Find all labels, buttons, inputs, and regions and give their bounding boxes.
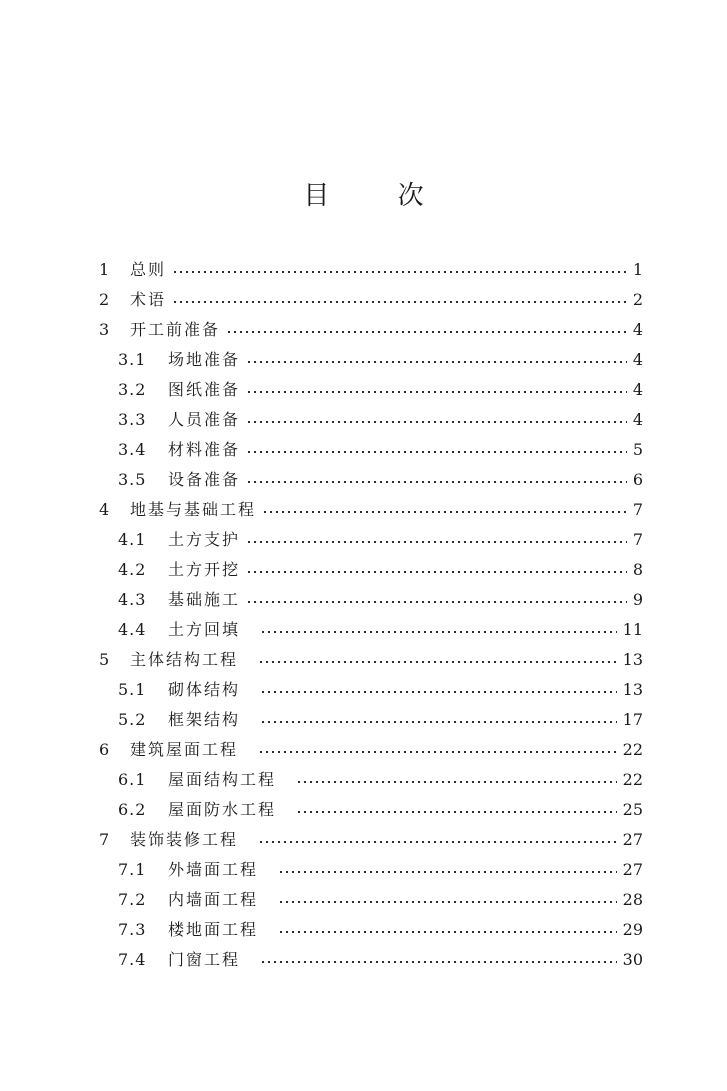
toc-entry[interactable] [118, 795, 643, 825]
toc-entry-label: 人员准备 [168, 410, 241, 429]
toc-entry[interactable] [118, 915, 643, 945]
toc-entry-label: 总则 [130, 260, 167, 279]
dot-leader [260, 691, 617, 693]
toc-entry-number: 4.4 [118, 620, 147, 639]
toc-entry-label: 建筑屋面工程 [130, 740, 239, 759]
dot-leader [246, 421, 627, 423]
toc-entry-page: 8 [632, 560, 643, 579]
toc-entry-label: 设备准备 [168, 470, 241, 489]
toc-entry-label: 土方回填 [168, 620, 241, 639]
toc-entry-label: 基础施工 [168, 590, 241, 609]
toc-entry-page: 6 [632, 470, 643, 489]
toc-entry-number: 4 [99, 500, 110, 519]
dot-leader [246, 541, 627, 543]
toc-entry-page: 7 [632, 530, 643, 549]
toc-entry[interactable] [99, 285, 643, 315]
toc-entry-number: 3.1 [118, 350, 147, 369]
dot-leader [278, 871, 617, 873]
toc-entry-page: 29 [622, 920, 643, 939]
dot-leader [296, 811, 617, 813]
dot-leader [260, 631, 617, 633]
toc-entry-number: 3.5 [118, 470, 147, 489]
toc-entry-number: 5.2 [118, 710, 147, 729]
toc-entry-number: 2 [99, 290, 110, 309]
toc-entry[interactable] [118, 375, 643, 405]
dot-leader [246, 571, 627, 573]
toc-entry-label: 术语 [130, 290, 167, 309]
toc-entry[interactable] [118, 765, 643, 795]
toc-entry[interactable] [99, 645, 643, 675]
dot-leader [258, 661, 617, 663]
toc-entry-label: 外墙面工程 [168, 860, 259, 879]
toc-entry-number: 4.2 [118, 560, 147, 579]
toc-entry-number: 1 [99, 260, 110, 279]
toc-entry-page: 4 [632, 320, 643, 339]
toc-entry-label: 框架结构 [168, 710, 241, 729]
toc-entry-label: 土方支护 [168, 530, 241, 549]
toc-entry-label: 材料准备 [168, 440, 241, 459]
toc-entry-label: 楼地面工程 [168, 920, 259, 939]
dot-leader [260, 961, 617, 963]
page-title: 目 次 [303, 181, 454, 211]
toc-entry-number: 5 [99, 650, 110, 669]
toc-entry-page: 4 [632, 350, 643, 369]
dot-leader [296, 781, 617, 783]
toc-entry-page: 9 [632, 590, 643, 609]
toc-entry[interactable] [118, 705, 643, 735]
toc-entry-page: 27 [622, 860, 643, 879]
toc-entry[interactable] [99, 495, 643, 525]
dot-leader [226, 331, 627, 333]
toc-entry[interactable] [118, 885, 643, 915]
toc-entry-page: 22 [622, 740, 643, 759]
toc-entry-page: 22 [622, 770, 643, 789]
toc-entry-page: 30 [622, 950, 643, 969]
toc-entry-number: 7.3 [118, 920, 147, 939]
toc-entry-page: 25 [622, 800, 643, 819]
toc-entry[interactable] [118, 525, 643, 555]
dot-leader [260, 721, 617, 723]
dot-leader [246, 451, 627, 453]
toc-entry-number: 7.4 [118, 950, 147, 969]
toc-entry-page: 17 [622, 710, 643, 729]
toc-entry[interactable] [118, 855, 643, 885]
toc-entry-page: 28 [622, 890, 643, 909]
dot-leader [172, 301, 627, 303]
toc-entry[interactable] [118, 345, 643, 375]
toc-entry-page: 2 [632, 290, 643, 309]
dot-leader [246, 601, 627, 603]
toc-entry-number: 7 [99, 830, 110, 849]
toc-entry-page: 11 [622, 620, 643, 639]
toc-entry-page: 7 [632, 500, 643, 519]
toc-entry[interactable] [118, 585, 643, 615]
toc-entry-page: 27 [622, 830, 643, 849]
toc-entry-number: 4.3 [118, 590, 147, 609]
dot-leader [246, 481, 627, 483]
dot-leader [258, 841, 617, 843]
toc-entry-page: 13 [622, 680, 643, 699]
toc-entry-page: 1 [632, 260, 643, 279]
dot-leader [258, 751, 617, 753]
toc-entry-number: 3.4 [118, 440, 147, 459]
toc-entry-label: 装饰装修工程 [130, 830, 239, 849]
toc-entry[interactable] [99, 315, 643, 345]
toc-entry-label: 场地准备 [168, 350, 241, 369]
toc-entry-page: 4 [632, 410, 643, 429]
toc-entry-label: 门窗工程 [168, 950, 241, 969]
toc-entry-number: 5.1 [118, 680, 147, 699]
toc-entry-label: 屋面结构工程 [168, 770, 277, 789]
toc-entry[interactable] [99, 735, 643, 765]
toc-entry[interactable] [99, 255, 643, 285]
toc-entry-label: 开工前准备 [130, 320, 221, 339]
toc-entry-label: 地基与基础工程 [130, 500, 257, 519]
toc-entry-number: 4.1 [118, 530, 147, 549]
toc-entry-page: 5 [632, 440, 643, 459]
toc-entry[interactable] [118, 405, 643, 435]
toc-entry-number: 7.1 [118, 860, 147, 879]
toc-entry-page: 13 [622, 650, 643, 669]
dot-leader [172, 271, 627, 273]
dot-leader [278, 931, 617, 933]
toc-entry-label: 屋面防水工程 [168, 800, 277, 819]
toc-entry[interactable] [118, 615, 643, 645]
toc-entry-label: 砌体结构 [168, 680, 241, 699]
toc-entry-number: 6.2 [118, 800, 147, 819]
toc-entry[interactable] [118, 945, 643, 975]
toc-entry-number: 6.1 [118, 770, 147, 789]
toc-entry-page: 4 [632, 380, 643, 399]
toc-entry-number: 6 [99, 740, 110, 759]
dot-leader [278, 901, 617, 903]
dot-leader [246, 361, 627, 363]
toc-entry-number: 3 [99, 320, 110, 339]
dot-leader [246, 391, 627, 393]
toc-entry[interactable] [99, 825, 643, 855]
toc-entry[interactable] [118, 465, 643, 495]
toc-entry-label: 土方开挖 [168, 560, 241, 579]
toc-entry[interactable] [118, 675, 643, 705]
toc-entry-number: 7.2 [118, 890, 147, 909]
toc-entry-label: 主体结构工程 [130, 650, 239, 669]
toc-entry-label: 内墙面工程 [168, 890, 259, 909]
toc-entry-number: 3.2 [118, 380, 147, 399]
toc-entry-label: 图纸准备 [168, 380, 241, 399]
toc-entry[interactable] [118, 435, 643, 465]
dot-leader [262, 511, 627, 513]
toc-entry[interactable] [118, 555, 643, 585]
toc-entry-number: 3.3 [118, 410, 147, 429]
